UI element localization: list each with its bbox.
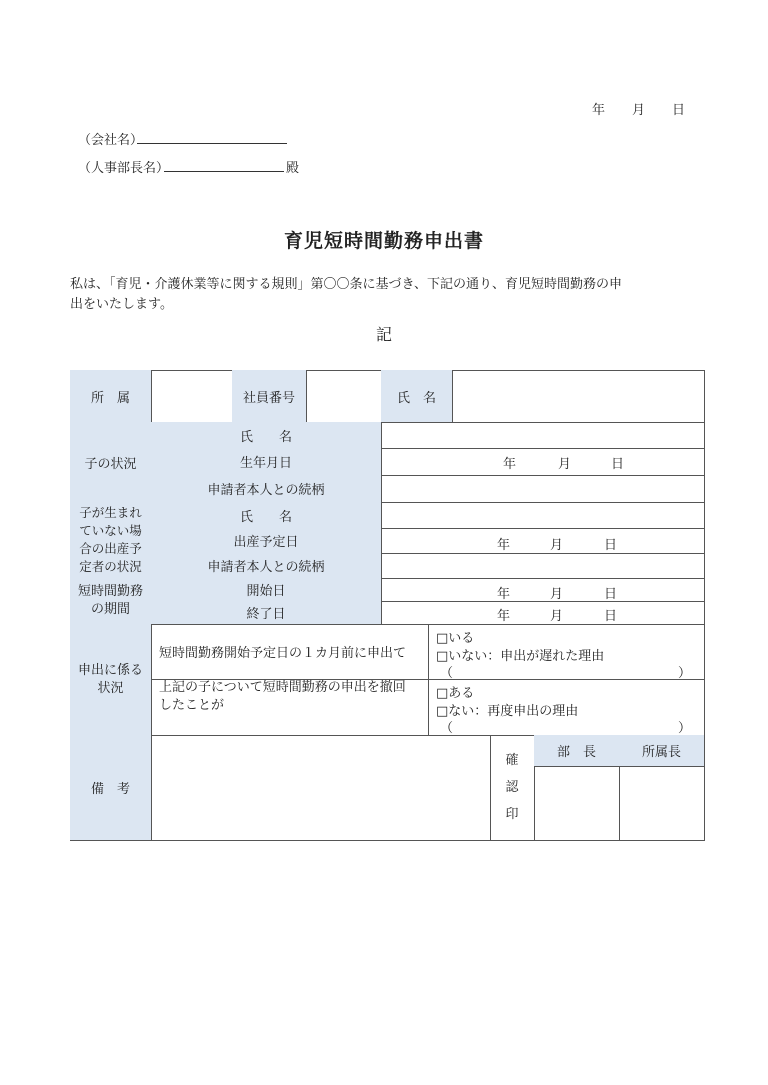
confirm-char-3: 印 xyxy=(505,807,519,822)
header-month: 月 xyxy=(632,103,646,118)
intro-line-1: 私は、「育児・介護休業等に関する規則」第〇〇条に基づき、下記の通り、育児短時間勤務の申 xyxy=(70,277,622,292)
start-date-label: 開始日 xyxy=(151,578,382,602)
child-birth-year: 年 xyxy=(503,457,517,472)
q1-reason-close: ） xyxy=(678,666,692,681)
child-birth-input[interactable] xyxy=(381,448,705,476)
q1-yes-checkbox[interactable]: □いる xyxy=(436,631,475,646)
due-day: 日 xyxy=(604,538,618,553)
unborn-line-4: 定者の状況 xyxy=(79,559,142,574)
unborn-line-2: ていない場 xyxy=(79,523,142,538)
end-year: 年 xyxy=(497,609,511,624)
q1-no-checkbox[interactable]: □いない：申出が遅れた理由 xyxy=(436,649,605,664)
period-label xyxy=(70,578,152,625)
q2-no-checkbox[interactable]: □ない：再度申出の理由 xyxy=(436,704,579,719)
request-line-1: 申出に係る xyxy=(77,662,143,678)
q2-text xyxy=(151,679,429,736)
child-birth-day: 日 xyxy=(611,457,625,472)
request-line-2: 状況 xyxy=(97,680,124,696)
child-relation-input[interactable] xyxy=(381,475,705,503)
q1-text: 短時間勤務開始予定日の１カ月前に申出て xyxy=(151,624,429,680)
dono-honorific: 殿 xyxy=(286,161,300,176)
unborn-name-input[interactable] xyxy=(381,502,705,529)
start-day: 日 xyxy=(604,587,618,602)
bucho-seal-box[interactable] xyxy=(534,766,620,841)
unborn-name-label: 氏 名 xyxy=(151,502,382,529)
q2-line-2: したことが xyxy=(159,698,225,713)
due-date-label: 出産予定日 xyxy=(151,528,382,554)
name-label: 氏 名 xyxy=(381,370,453,423)
end-day: 日 xyxy=(604,609,618,624)
header-year: 年 xyxy=(592,103,606,118)
confirm-char-2: 認 xyxy=(505,780,519,795)
request-status-label xyxy=(70,624,152,736)
unborn-status-label xyxy=(70,502,152,579)
shozokucho-label: 所属長 xyxy=(619,735,705,767)
q2-line-1: 上記の子について短時間勤務の申出を撤回 xyxy=(159,680,406,695)
shozoku-label: 所 属 xyxy=(70,370,152,423)
child-relation-label: 申請者本人との続柄 xyxy=(151,475,382,503)
unborn-relation-label: 申請者本人との続柄 xyxy=(151,553,382,579)
remarks-label: 備 考 xyxy=(70,735,152,841)
confirm-seal-label xyxy=(490,735,535,841)
bucho-label: 部 長 xyxy=(534,735,620,767)
shozoku-input[interactable] xyxy=(151,370,233,423)
name-input[interactable] xyxy=(452,370,705,423)
due-date-input[interactable] xyxy=(381,528,705,554)
start-month: 月 xyxy=(550,587,564,602)
q2-reason-open: （ xyxy=(440,721,454,736)
shozokucho-seal-box[interactable] xyxy=(619,766,705,841)
q1-reason-open: （ xyxy=(440,666,454,681)
start-year: 年 xyxy=(497,587,511,602)
unborn-line-1: 子が生まれ xyxy=(79,505,142,520)
start-date-input[interactable] xyxy=(381,578,705,602)
child-status-label: 子の状況 xyxy=(70,422,152,503)
ki-heading: 記 xyxy=(375,325,392,344)
child-birth-month: 月 xyxy=(558,457,572,472)
hr-manager-label: （人事部長名） xyxy=(78,161,170,176)
child-name-input[interactable] xyxy=(381,422,705,449)
employee-number-label: 社員番号 xyxy=(232,370,307,423)
document-title: 育児短時間勤務申出書 xyxy=(283,230,484,252)
employee-number-input[interactable] xyxy=(306,370,382,423)
child-birth-label: 生年月日 xyxy=(151,448,382,476)
intro-line-2: 出をいたします。 xyxy=(70,297,173,312)
company-label: （会社名） xyxy=(78,133,144,148)
period-line-1: 短時間勤務 xyxy=(77,584,143,599)
q2-reason-close: ） xyxy=(678,721,692,736)
remarks-input[interactable] xyxy=(151,735,491,841)
child-name-label: 氏 名 xyxy=(151,422,382,449)
unborn-line-3: 合の出産予 xyxy=(79,541,142,556)
header-day: 日 xyxy=(672,103,686,118)
end-date-input[interactable] xyxy=(381,601,705,625)
period-line-2: の期間 xyxy=(90,602,130,617)
unborn-relation-input[interactable] xyxy=(381,553,705,579)
due-month: 月 xyxy=(550,538,564,553)
due-year: 年 xyxy=(497,538,511,553)
q2-yes-checkbox[interactable]: □ある xyxy=(436,686,475,701)
confirm-char-1: 確 xyxy=(505,753,519,768)
end-month: 月 xyxy=(550,609,564,624)
end-date-label: 終了日 xyxy=(151,601,382,625)
